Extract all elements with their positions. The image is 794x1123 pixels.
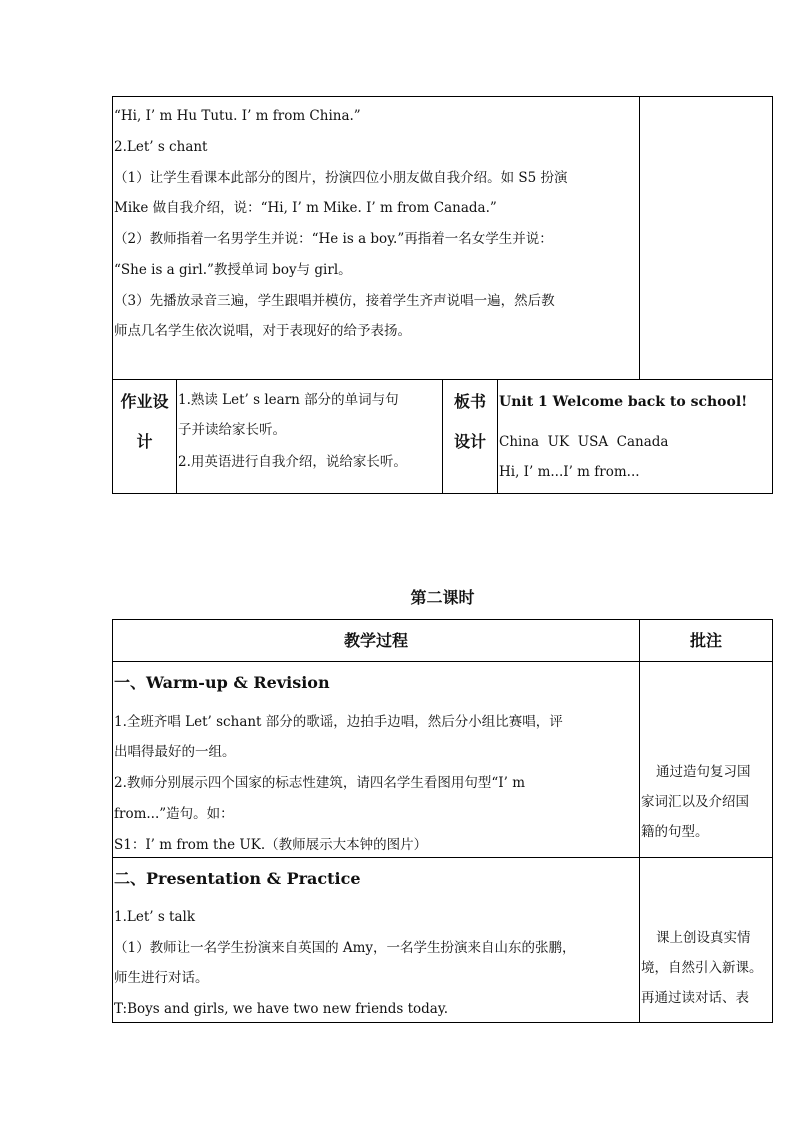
presentation-line: 师生进行对话。: [114, 970, 209, 986]
table-border: [112, 661, 773, 662]
warmup-line: 1.全班齐唱 Let’ schant 部分的歌谣，边拍手边唱，然后分小组比赛唱，评: [114, 714, 563, 730]
board-title: Unit 1 Welcome back to school!: [499, 394, 748, 410]
table-border: [497, 379, 498, 494]
warmup-note: 家词汇以及介绍国: [641, 794, 749, 810]
homework-label: 作业设: [120, 392, 169, 411]
presentation-line: T:Boys and girls, we have two new friends today.: [114, 1001, 448, 1017]
table-border: [772, 96, 773, 494]
table-border: [112, 619, 113, 1023]
process-line: 2.Let’ s chant: [114, 139, 208, 155]
table-border: [639, 96, 640, 379]
board-label: 板书: [453, 392, 486, 411]
table-border: [112, 1022, 773, 1023]
warmup-title: 一、Warm-up & Revision: [114, 673, 330, 692]
header-process: 教学过程: [343, 631, 408, 650]
section-title: 第二课时: [410, 588, 475, 607]
process-line: （3）先播放录音三遍，学生跟唱并模仿，接着学生齐声说唱一遍，然后教: [114, 293, 555, 309]
table-border: [112, 96, 773, 97]
presentation-note: 再通过读对话、表: [641, 990, 749, 1006]
homework-line: 1.熟读 Let’ s learn 部分的单词与句: [178, 392, 399, 408]
presentation-note: 境，自然引入新课。: [641, 960, 763, 976]
homework-line: 子并读给家长听。: [178, 422, 286, 438]
homework-label: 计: [136, 432, 153, 451]
process-line: 师点几名学生依次说唱，对于表现好的给予表扬。: [114, 323, 411, 339]
table-border: [772, 619, 773, 1023]
table-border: [176, 379, 177, 494]
process-line: Mike 做自我介绍，说：“Hi, I’ m Mike. I’ m from Canada.”: [114, 200, 497, 216]
process-line: “Hi, I’ m Hu Tutu. I’ m from China.”: [114, 108, 361, 124]
warmup-line: 2.教师分别展示四个国家的标志性建筑，请四名学生看图用句型“I’ m: [114, 775, 525, 791]
process-line: （2）教师指着一名男学生并说：“He is a boy.”再指着一名女学生并说：: [114, 231, 553, 247]
warmup-line: 出唱得最好的一组。: [114, 744, 236, 760]
board-line: China UK USA Canada: [499, 434, 669, 450]
header-notes: 批注: [689, 631, 722, 650]
board-line: Hi, I’ m...I’ m from...: [499, 464, 640, 480]
presentation-line: （1）教师让一名学生扮演来自英国的 Amy，一名学生扮演来自山东的张鹏，: [114, 940, 576, 956]
warmup-note: 通过造句复习国: [656, 764, 751, 780]
table-border: [639, 619, 640, 1023]
presentation-title: 二、Presentation & Practice: [114, 869, 361, 888]
presentation-note: 课上创设真实情: [656, 930, 751, 946]
table-border: [112, 857, 773, 858]
process-line: （1）让学生看课本此部分的图片，扮演四位小朋友做自我介绍。如 S5 扮演: [114, 170, 568, 186]
board-label: 设计: [453, 432, 486, 451]
warmup-line: S1：I’ m from the UK.（教师展示大本钟的图片）: [114, 837, 428, 853]
warmup-line: from...”造句。如：: [114, 806, 234, 822]
process-line: “She is a girl.”教授单词 boy与 girl。: [114, 262, 352, 278]
warmup-note: 籍的句型。: [641, 824, 709, 840]
presentation-line: 1.Let’ s talk: [114, 909, 196, 925]
homework-line: 2.用英语进行自我介绍，说给家长听。: [178, 454, 407, 470]
table-border: [112, 619, 773, 620]
